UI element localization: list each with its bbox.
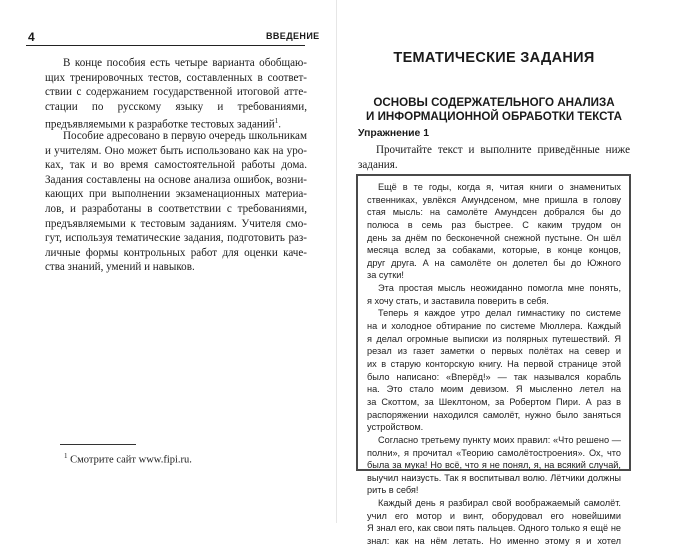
- section-subtitle: [352, 96, 636, 124]
- text-line: Я знал его, как свои пять пальцев. Одного только я ещё не: [367, 523, 621, 534]
- text-line: их в старую конторскую книгу. На первой странице этой: [367, 359, 621, 369]
- subtitle-line: ОСНОВЫ СОДЕРЖАТЕЛЬНОГО АНАЛИЗА: [373, 96, 615, 109]
- text-line: выучил наизусть. Так я воспитывал волю. Лётчики должны: [367, 472, 621, 483]
- text-line: на и холодное обтирание по системе Мюллера. Каждый: [367, 321, 621, 332]
- text-line: стации по русскому языку и требованиями,: [45, 100, 307, 113]
- text-line: учил его мотор и винт, оборудовал его новейшими: [367, 510, 621, 521]
- footnote-rule: [60, 444, 136, 445]
- text-line: кающих при выполнении экзаменационных материа-: [45, 188, 307, 201]
- text-line: было написано: «Вперёд!» — так назывался корабль: [367, 371, 621, 382]
- text-line: ках, так и во время самостоятельной работы дома.: [45, 159, 307, 172]
- text-line: предъявляемыми к тестовым заданиям. Учителя смо-: [45, 217, 307, 230]
- text-line: ственниках, увлёкся Амундсеном, мне пришла в голову: [367, 194, 621, 205]
- page-number: 4: [28, 30, 35, 44]
- section-title: ТЕМАТИЧЕСКИЕ ЗАДАНИЯ: [393, 50, 595, 66]
- footnote: [64, 452, 192, 466]
- text-line: полюса в семь раз быстрее. С каким трудом он: [367, 219, 621, 230]
- intro-paragraph-2: [45, 129, 307, 275]
- text-line: Эта простая мысль неожиданно помогла мне понять,: [378, 283, 621, 294]
- text-line: лов, и разработаны в соответствии с требованиями,: [45, 202, 307, 215]
- text-line: гут, используя тематические задания, подготовить раз-: [45, 232, 307, 245]
- text-line: распоряжении находился самолёт, нужно было заняться: [367, 409, 621, 420]
- text-line: друг друга. А на самолёте он долетел бы до Южного: [367, 257, 621, 268]
- exercise-instruction: [358, 143, 630, 172]
- text-line: Ещё в те годы, когда я, читая книги о знаменитых: [378, 182, 621, 192]
- text-line: была за мука! Но всё, что я не понял, я, на всякий случай,: [367, 460, 621, 471]
- exercise-label: Упражнение 1: [358, 128, 429, 139]
- text-line: резал из газет заметки о первых полётах на север и: [367, 346, 621, 357]
- footnote-ref[interactable]: 1: [274, 117, 279, 126]
- text-line: ствии с содержанием государственной итоговой атте-: [45, 86, 307, 99]
- text-line: я делал огромные выписки из полярных путешествий. Я: [367, 333, 621, 344]
- intro-paragraph-1: [45, 56, 307, 133]
- text-line: на. Это стало моим девизом. Я мысленно летел на: [367, 384, 621, 395]
- text-line-part: предъявляемыми к разработке тестовых заданий: [45, 119, 275, 132]
- text-line: полни», я прочитал «Теорию самолётостроения». Ох, что: [367, 447, 621, 458]
- text-line: Пособие адресовано в первую очередь школьникам: [63, 130, 307, 142]
- text-line: ства знаний, умений и навыков.: [45, 261, 195, 274]
- text-line: щих тренировочных тестов, составленных в соответ-: [45, 71, 307, 84]
- subtitle-line: И ИНФОРМАЦИОННОЙ ОБРАБОТКИ ТЕКСТА: [366, 110, 622, 123]
- text-line: задания.: [358, 158, 398, 171]
- book-gutter: [336, 0, 337, 523]
- text-line: и учителям. Оно может быть использовано как на уро-: [45, 144, 307, 157]
- text-line-part: .: [278, 119, 281, 132]
- text-line: месяца вслед за собаками, которые, в конце концов,: [367, 245, 621, 256]
- text-line: устройством.: [367, 422, 424, 433]
- reading-text: [367, 181, 621, 548]
- running-head: ВВЕДЕНИЕ: [266, 31, 320, 41]
- text-line: Теперь я каждое утро делал гимнастику по системе: [378, 308, 621, 319]
- text-line: я хочу стать, и заставила поверить в себя.: [367, 295, 549, 306]
- text-line: за Скоттом, за Шеклтоном, за Робертом Пири. А раз в: [367, 396, 621, 407]
- text-line: В конце пособия есть четыре варианта обобщаю-: [63, 57, 307, 69]
- text-line: личные формы контрольных работ для оценки каче-: [45, 246, 307, 259]
- text-line: день за днём по бесконечной снежной пустыне. Он шёл: [367, 232, 621, 243]
- text-line: рить в себя!: [367, 485, 419, 496]
- header-rule: [26, 45, 305, 46]
- footnote-text: Смотрите сайт www.fipi.ru.: [70, 454, 192, 466]
- text-line: Каждый день я разбирал свой воображаемый самолёт.: [378, 498, 621, 509]
- text-line: Задания составлены на основе анализа ошибок, возни-: [45, 173, 307, 186]
- text-line: за сутки!: [367, 270, 404, 281]
- text-line: знал: как на нём летать. Но именно этому я и хотел: [367, 536, 621, 546]
- text-line: Согласно третьему пункту моих правил: «Что решено —: [378, 434, 621, 445]
- text-line: Прочитайте текст и выполните приведённые ниже: [376, 144, 630, 156]
- text-line: стая мысль: на самолёте Амундсен добрался бы до: [367, 207, 621, 218]
- footnote-mark: 1: [64, 452, 68, 460]
